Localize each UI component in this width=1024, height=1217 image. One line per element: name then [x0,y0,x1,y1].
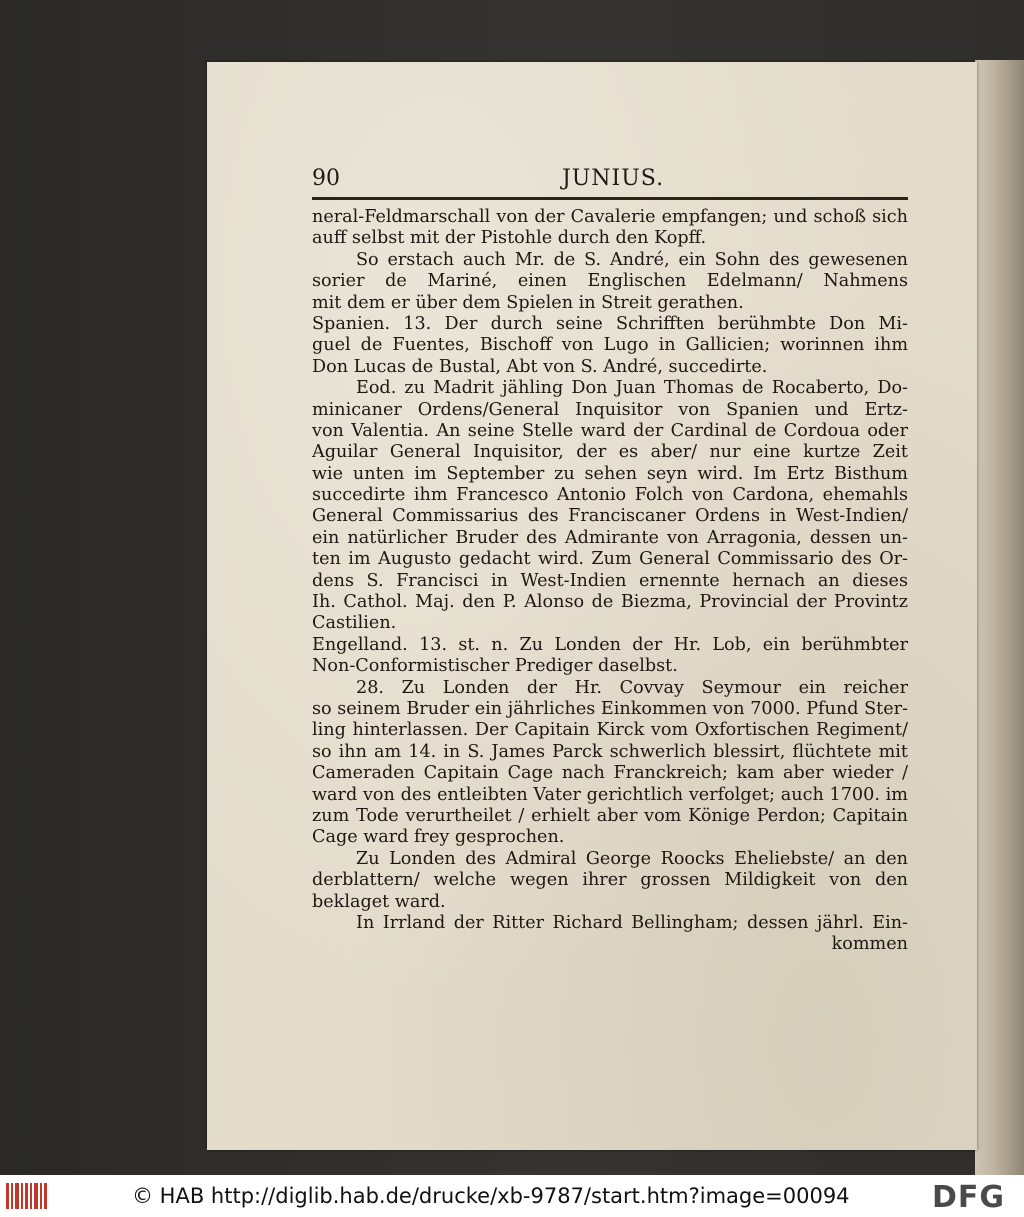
text-line: Cage ward frey gesprochen. [312,827,565,848]
page-number: 90 [312,166,340,191]
page-header [312,166,914,194]
text-line: mit dem er über dem Spielen in Streit gerathen. [312,292,744,313]
text-line: Castilien. [312,613,397,634]
text-line: ward von des entleibten Vater gerichtlich verfolget; auch 1700. im [312,784,908,805]
adjacent-page-edge [975,60,1024,1175]
text-line: General Commissarius des Franciscaner Ordens in West-Indien/ [312,506,908,527]
text-line: Eod. zu Madrit jähling Don Juan Thomas de Rocaberto, Do- [356,378,908,399]
dfg-logo: DFG [932,1180,1006,1215]
text-line: guel de Fuentes, Bischoff von Lugo in Gallicien; worinnen ihm [312,335,908,356]
text-line: Zu Londen des Admiral George Roocks Eheliebste/ an den [356,848,908,869]
text-line: neral-Feldmarschall von der Cavalerie empfangen; und schoß sich [312,207,908,227]
text-line: derblattern/ welche wegen ihrer grossen Mildigkeit von den [312,870,908,891]
document-page [207,62,977,1150]
text-line: wie unten im September zu sehen seyn wird. Im Ertz Bisthum [312,463,908,484]
text-line: ten im Augusto gedacht wird. Zum General Commissario des Or- [312,549,908,570]
text-line: In Irrland der Ritter Richard Bellingham; dessen jährl. Ein- [356,912,908,933]
text-line: Aguilar General Inquisitor, der es aber/ nur eine kurtze Zeit [312,442,908,463]
text-line: Engelland. 13. st. n. Zu Londen der Hr. Lob, ein berühmbter [312,634,908,655]
text-line: Cameraden Capitain Cage nach Franckreich; kam aber wieder / [312,763,908,784]
text-line: succedirte ihm Francesco Antonio Folch von Cardona, ehemahls [312,485,908,506]
text-line: auff selbst mit der Pistohle durch den Kopff. [312,228,707,249]
text-line: So erstach auch Mr. de S. André, ein Sohn des gewesenen [356,249,908,270]
running-title: JUNIUS. [561,166,665,191]
body-text [312,207,908,956]
text-line: beklaget ward. [312,891,446,912]
text-line: ein natürlicher Bruder des Admirante von Arragonia, dessen un- [312,527,908,548]
viewer-footer [0,1175,1024,1217]
text-line: Don Lucas de Bustal, Abt von S. André, succedirte. [312,356,768,377]
text-line: so seinem Bruder ein jährliches Einkommen von 7000. Pfund Ster- [312,698,908,719]
catchword: kommen [831,934,908,955]
text-line: Non-Conformistischer Prediger daselbst. [312,656,678,677]
header-rule [312,197,908,200]
text-line: Ih. Cathol. Maj. den P. Alonso de Biezma, Provincial der Provintz [312,592,908,613]
text-line: minicaner Ordens/General Inquisitor von Spanien und Ertz- [312,399,908,420]
text-line: so ihn am 14. in S. James Parck schwerlich blessirt, flüchtete mit [312,741,908,762]
copyright-link[interactable]: © HAB http://diglib.hab.de/drucke/xb-9787/start.htm?image=00094 [132,1184,850,1208]
text-line: von Valentia. An seine Stelle ward der Cardinal de Cordoua oder [312,420,908,441]
text-line: ling hinterlassen. Der Capitain Kirck vom Oxfortischen Regiment/ [312,720,908,741]
barcode-icon [6,1183,48,1209]
text-line: zum Tode verurtheilet / erhielt aber vom Könige Perdon; Capitain [312,805,908,826]
text-line: Spanien. 13. Der durch seine Schrifften berühmbte Don Mi- [312,313,908,334]
text-line: dens S. Francisci in West-Indien ernennte hernach an dieses [312,570,908,591]
text-line: sorier de Mariné, einen Englischen Edelmann/ Nahmens [312,271,908,292]
text-line: 28. Zu Londen der Hr. Covvay Seymour ein reicher [356,677,908,698]
